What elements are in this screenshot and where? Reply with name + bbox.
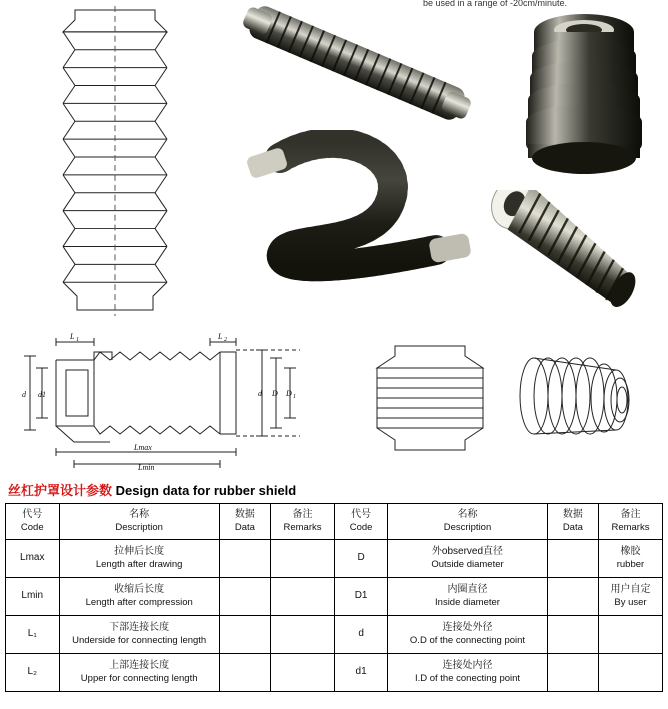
cell-desc-right-en: Inside diameter bbox=[435, 596, 500, 608]
cell-desc-left-en: Length after drawing bbox=[95, 558, 183, 570]
section-title-cn: 丝杠护罩设计参数 bbox=[8, 483, 113, 498]
cell-code-right: d1 bbox=[334, 654, 387, 692]
svg-text:Lmin: Lmin bbox=[138, 463, 155, 470]
svg-text:D: D bbox=[272, 389, 278, 398]
photo-flexible-bellow-curved bbox=[240, 130, 478, 290]
header-desc-right-cn: 名称 bbox=[457, 509, 478, 521]
cell-data-right[interactable] bbox=[547, 616, 598, 654]
cell-remarks-right bbox=[598, 616, 662, 654]
cell-desc-left-cn: 收缩后长度 bbox=[114, 584, 165, 596]
cell-remarks-right-en: rubber bbox=[616, 558, 645, 570]
cell-code-left: L₁ bbox=[6, 616, 60, 654]
header-data-right bbox=[547, 504, 598, 540]
section-title bbox=[8, 480, 296, 499]
svg-text:1: 1 bbox=[76, 337, 79, 343]
cell-code-left: Lmax bbox=[6, 540, 60, 578]
svg-text:Lmax: Lmax bbox=[134, 443, 152, 452]
cell-remarks-right-cn: 橡胶 bbox=[620, 546, 641, 558]
cell-desc-left bbox=[59, 654, 219, 692]
photo-ribbed-bellow-diagonal bbox=[236, 2, 478, 124]
cell-remarks-right-cn: 用户自定 bbox=[610, 584, 651, 596]
cell-desc-right bbox=[388, 616, 548, 654]
cell-remarks-left bbox=[271, 578, 335, 616]
header-data-right-en: Data bbox=[562, 521, 583, 533]
cell-desc-left bbox=[59, 578, 219, 616]
cell-data-left[interactable] bbox=[219, 540, 270, 578]
cell-desc-right-cn: 连接处内径 bbox=[442, 660, 493, 672]
header-remarks-left-cn: 备注 bbox=[292, 509, 313, 521]
header-data-left bbox=[219, 504, 270, 540]
cell-desc-left-cn: 上部连接长度 bbox=[109, 660, 170, 672]
header-remarks-right-en: Remarks bbox=[611, 521, 650, 533]
header-remarks-right bbox=[598, 504, 662, 540]
cell-desc-right bbox=[388, 578, 548, 616]
label-L2: L bbox=[218, 332, 223, 341]
svg-text:d: d bbox=[22, 390, 26, 399]
cell-code-right: D bbox=[334, 540, 387, 578]
cell-code-left: Lmin bbox=[6, 578, 60, 616]
cell-desc-left-en: Underside for connecting length bbox=[72, 634, 207, 646]
header-code-right-en: Code bbox=[349, 521, 373, 533]
header-desc-right bbox=[388, 504, 548, 540]
header-code-left-cn: 代号 bbox=[22, 509, 43, 521]
dimension-drawing-isometric bbox=[500, 340, 660, 460]
cell-desc-left-en: Length after compression bbox=[85, 596, 193, 608]
header-data-left-cn: 数据 bbox=[234, 509, 255, 521]
table-row bbox=[6, 540, 663, 578]
label-L1: L bbox=[70, 332, 75, 341]
cell-desc-left bbox=[59, 616, 219, 654]
design-data-table bbox=[5, 503, 663, 692]
header-code-right-cn: 代号 bbox=[351, 509, 372, 521]
cell-data-right[interactable] bbox=[547, 540, 598, 578]
cell-code-right: d bbox=[334, 616, 387, 654]
cell-desc-left-cn: 下部连接长度 bbox=[109, 622, 170, 634]
header-code-left-en: Code bbox=[20, 521, 44, 533]
bellows-outline-drawing bbox=[55, 6, 175, 316]
photo-conical-coil-bellow bbox=[462, 190, 654, 318]
cell-desc-right-cn: 内圈直径 bbox=[447, 584, 488, 596]
header-remarks-left bbox=[271, 504, 335, 540]
svg-text:D: D bbox=[286, 389, 292, 398]
cell-data-left[interactable] bbox=[219, 578, 270, 616]
dimension-drawing-front-view bbox=[355, 336, 515, 461]
cell-remarks-left bbox=[271, 540, 335, 578]
table-row bbox=[6, 654, 663, 692]
top-note-text: be used in a range of -20cm/minute. bbox=[422, 0, 568, 8]
photo-stacked-round-bellow bbox=[512, 8, 652, 180]
section-title-en: Design data for rubber shield bbox=[115, 483, 297, 498]
table-row bbox=[6, 616, 663, 654]
cell-remarks-right bbox=[598, 540, 662, 578]
cell-desc-right-cn: 外observed直径 bbox=[431, 546, 504, 558]
header-data-right-cn: 数据 bbox=[562, 509, 583, 521]
header-data-left-en: Data bbox=[234, 521, 255, 533]
header-code-right bbox=[334, 504, 387, 540]
cell-data-right[interactable] bbox=[547, 578, 598, 616]
cell-desc-left-en: Upper for connecting length bbox=[80, 672, 198, 684]
cell-remarks-right-en: By user bbox=[614, 596, 647, 608]
table-row bbox=[6, 578, 663, 616]
header-desc-left-cn: 名称 bbox=[129, 509, 150, 521]
svg-text:1: 1 bbox=[293, 394, 296, 400]
cell-remarks-left bbox=[271, 654, 335, 692]
cell-data-left[interactable] bbox=[219, 654, 270, 692]
header-remarks-left-en: Remarks bbox=[283, 521, 322, 533]
dimension-drawing-section bbox=[14, 330, 314, 470]
svg-text:2: 2 bbox=[224, 337, 227, 343]
dimension-drawings bbox=[0, 330, 668, 480]
header-desc-left-en: Description bbox=[115, 521, 163, 533]
cell-remarks-right bbox=[598, 578, 662, 616]
cell-data-right[interactable] bbox=[547, 654, 598, 692]
cell-desc-left-cn: 拉伸后长度 bbox=[114, 546, 165, 558]
cell-data-left[interactable] bbox=[219, 616, 270, 654]
cell-desc-right-en: I.D of the conecting point bbox=[414, 672, 521, 684]
cell-remarks-right bbox=[598, 654, 662, 692]
svg-text:d1: d1 bbox=[38, 390, 46, 399]
cell-desc-right-en: O.D of the connecting point bbox=[409, 634, 526, 646]
header-remarks-right-cn: 备注 bbox=[620, 509, 641, 521]
cell-code-right: D1 bbox=[334, 578, 387, 616]
cell-desc-right-en: Outside diameter bbox=[431, 558, 504, 570]
cell-desc-right bbox=[388, 540, 548, 578]
cell-code-left: L₂ bbox=[6, 654, 60, 692]
svg-text:d: d bbox=[258, 389, 262, 398]
header-desc-right-en: Description bbox=[443, 521, 492, 533]
header-code-left bbox=[6, 504, 60, 540]
table-header-row bbox=[6, 504, 663, 540]
cell-remarks-left bbox=[271, 616, 335, 654]
cell-desc-right-cn: 连接处外径 bbox=[442, 622, 493, 634]
cell-desc-right bbox=[388, 654, 548, 692]
header-desc-left bbox=[59, 504, 219, 540]
cell-desc-left bbox=[59, 540, 219, 578]
